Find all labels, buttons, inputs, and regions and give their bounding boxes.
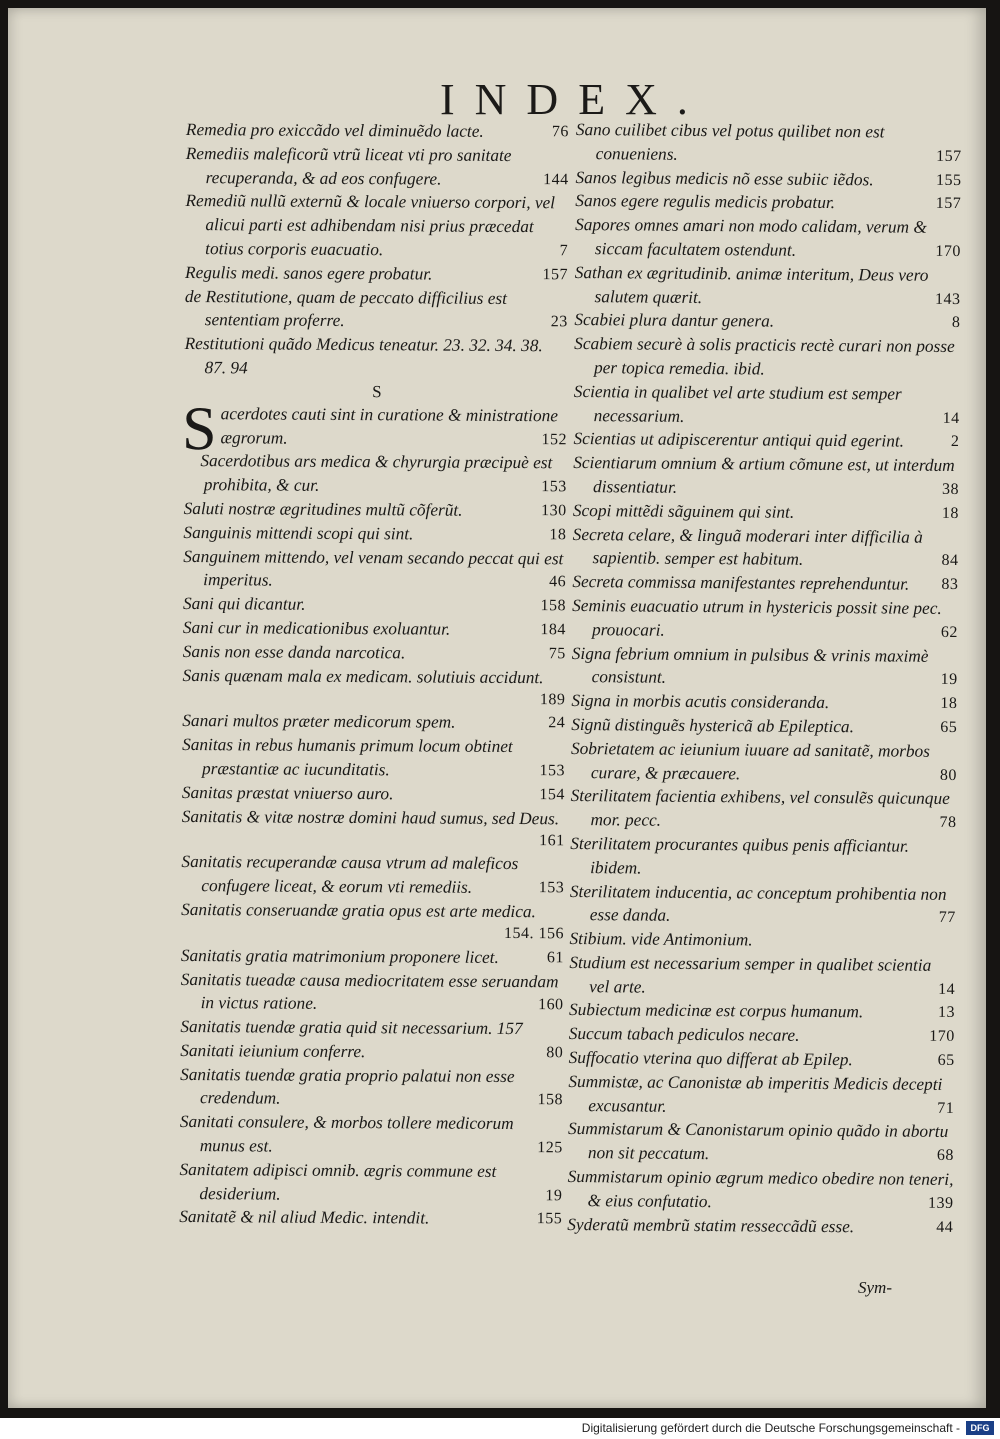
index-entry-page: 161	[539, 831, 565, 849]
index-entry-text: Sanguinis mittendi scopi qui sint.	[183, 522, 414, 544]
index-entry-text: Sanitati ieiunium conferre.	[180, 1040, 366, 1062]
index-entry	[570, 784, 958, 835]
index-entry	[573, 451, 961, 502]
index-entry-page: 84	[941, 552, 959, 570]
index-entry-page: 157	[542, 265, 569, 284]
index-entry-page: 170	[935, 242, 962, 261]
index-entry-page: 76	[551, 123, 569, 141]
index-entry	[574, 308, 962, 335]
index-entry-page: 152	[541, 430, 568, 448]
index-entry-page: 83	[941, 576, 959, 594]
index-entry-page: 160	[538, 996, 564, 1014]
index-entry	[571, 689, 959, 716]
index-entry	[183, 640, 568, 666]
index-entry-page: 125	[537, 1139, 563, 1157]
index-entry-text: Scientias ut adipiscerentur antiqui quid egerint.	[573, 429, 905, 451]
index-entry	[567, 1213, 955, 1240]
index-entry-page: 68	[936, 1147, 954, 1165]
index-entry	[181, 850, 566, 900]
index-entry	[569, 927, 957, 954]
index-entry-text: Restitutioni quãdo Medicus teneatur. 23. 32. 34. 38. 87. 94	[184, 334, 543, 378]
index-entry-page: 19	[545, 1186, 563, 1204]
index-entry-text: Stibium. vide Antimonium.	[569, 929, 753, 950]
index-entry-text: Sanos egere regulis medicis probatur.	[575, 191, 836, 213]
index-entry-text: Subiectum medicinæ est corpus humanum.	[568, 1000, 864, 1022]
index-entry-page: 80	[546, 1044, 564, 1062]
index-column-right	[567, 118, 964, 1239]
index-entry	[568, 1070, 956, 1121]
index-entry	[575, 166, 963, 193]
index-entry-page: 38	[942, 480, 960, 498]
index-entry	[574, 380, 962, 431]
index-entry-page: 158	[537, 1091, 564, 1109]
index-entry	[574, 332, 962, 383]
index-entry-page: 18	[940, 695, 958, 713]
index-entry-text: Suffocatio vterina quo differat ab Epilep.	[568, 1048, 853, 1070]
index-entry	[568, 1117, 956, 1168]
index-entry-text: Sathan ex ægritudinib. animæ interitum, Deus vero salutem quærit.	[574, 262, 929, 307]
index-entry	[180, 1110, 565, 1160]
index-entry-page: 143	[935, 290, 961, 308]
index-entry-text: Saluti nostræ ægritudines multũ cõferũt.	[183, 498, 463, 520]
index-entry-text: Sanitatẽ & nil aliud Medic. intendit.	[179, 1207, 430, 1228]
index-entry-text: Sanos legibus medicis nõ esse subiic iẽdos.	[575, 167, 874, 189]
index-entry	[185, 261, 570, 287]
index-entry	[572, 523, 960, 574]
index-entry-page: 130	[541, 502, 567, 520]
index-entry	[183, 592, 568, 618]
index-entry	[569, 1046, 957, 1073]
index-entry	[573, 499, 961, 526]
index-entry-text: Sanitas præstat vniuerso auro.	[181, 782, 394, 803]
index-entry	[567, 1165, 955, 1216]
index-entry-text: Regulis medi. sanos egere probatur.	[184, 262, 433, 284]
index-entry-text: Sanari multos præter medicorum spem.	[182, 711, 456, 732]
index-entry	[570, 879, 958, 930]
index-entry-text: Succum tabach pediculos necare.	[568, 1024, 800, 1046]
index-entry	[186, 142, 571, 192]
index-entry-text: Sani cur in medicationibus exoluantur.	[182, 617, 451, 639]
index-entry	[182, 733, 567, 783]
index-entry-text: Remedia pro exiccãdo vel diminuẽdo lacte.	[185, 119, 484, 141]
index-entry	[181, 967, 566, 1017]
index-entry-page: 157	[935, 195, 962, 213]
drop-cap: S	[181, 394, 217, 463]
index-entry-page: 62	[940, 623, 959, 641]
index-entry-page: 71	[937, 1099, 955, 1117]
index-entry-text: Sanitatis tueadæ causa mediocritatem esse seruandam in victus ratione.	[180, 969, 559, 1014]
index-column-left	[179, 118, 571, 1232]
index-entry-text: Signa in morbis acutis consideranda.	[571, 691, 830, 713]
index-entry-text	[181, 394, 569, 463]
index-entry	[571, 737, 959, 788]
index-entry-text: Sterilitatem procurantes quibus penis afficiantur. ibidem.	[570, 833, 910, 878]
index-entry-text: Sanitati consulere, & morbos tollere medicorum munus est.	[179, 1112, 514, 1156]
index-entry	[179, 1158, 564, 1208]
index-entry-text: Secreta celare, & linguã moderari inter difficilia à sapientib. semper est habitum.	[572, 524, 923, 570]
index-entry-page: 23	[550, 313, 568, 331]
index-entry-page: 19	[940, 671, 958, 689]
index-entry-text: Sanitatis tuendæ gratia quid sit necessarium. 157	[180, 1017, 523, 1039]
index-entry	[182, 781, 567, 807]
drop-cap-rest: acerdotes cauti sint in curatione & ministratione ægrorum.	[220, 403, 559, 448]
index-entry-text: Sani qui dicantur.	[182, 594, 306, 614]
index-entry-text: Sapores omnes amari non modo calidam, verum & siccam facultatem ostendunt.	[575, 215, 927, 260]
index-entry	[184, 497, 569, 523]
index-entry-text: Sanitatis gratia matrimonium proponere licet.	[180, 945, 499, 967]
index-entry-page: 80	[939, 766, 957, 784]
index-entry-page: 65	[937, 1051, 955, 1070]
index-entry	[182, 805, 567, 853]
index-entry	[573, 427, 961, 454]
index-entry	[571, 713, 959, 740]
index-entry	[572, 642, 960, 693]
index-entry	[182, 709, 567, 735]
index-entry-page: 155	[536, 1210, 563, 1228]
index-entry-page: 2	[950, 433, 960, 451]
index-entry-text: Sanis non esse danda narcotica.	[182, 641, 406, 663]
index-entry-text: Syderatũ membrũ statim resseccãdũ esse.	[567, 1214, 855, 1236]
index-entry-text: Summistarum opinio ægrum medico obedire non teneri, & eius confutatio.	[567, 1167, 954, 1211]
index-entry	[183, 616, 568, 642]
index-entry-text: de Restitutione, quam de peccato difficilius est sententiam proferre.	[184, 286, 508, 331]
index-entry-text: Summistarum & Canonistarum opinio quãdo in abortu non sit peccatum.	[567, 1119, 949, 1164]
index-entry-text: Sanitatis recuperandæ causa vtrum ad maleficos confugere liceat, & eorum vti remediis.	[181, 852, 519, 897]
index-entry-page: 189	[539, 690, 566, 708]
index-entry-page: 18	[941, 504, 959, 522]
catchword: Sym-	[858, 1278, 892, 1297]
page-title: INDEX.	[440, 75, 708, 124]
index-entry	[185, 189, 570, 263]
index-entry	[572, 594, 960, 645]
index-entry-page: 144	[543, 170, 569, 188]
footer-credit: Digitalisierung gefördert durch die Deutsche Forschungsgemeinschaft -	[581, 1421, 960, 1435]
index-entry-text: Sanitatis conseruandæ gratia opus est arte medica.	[181, 899, 536, 922]
index-entry-text: Sano cuilibet cibus vel potus quilibet non est conueniens.	[575, 119, 885, 164]
section-letter: S	[372, 381, 382, 401]
index-entry-page: 78	[939, 813, 957, 832]
index-entry-text: Sanitatis & vitæ nostræ domini haud sumus, sed Deus.	[181, 806, 560, 828]
index-entry-page: 158	[540, 597, 567, 615]
index-entry-text: Scientiarum omnium & artium cõmune est, ut interdum dissentiatur.	[573, 453, 955, 497]
index-entry-page: 13	[937, 1004, 956, 1022]
dfg-logo: DFG	[966, 1421, 994, 1435]
index-entry	[575, 213, 963, 264]
index-entry	[183, 545, 568, 595]
index-entry-text: Sanis quænam mala ex medicam. solutiuis accidunt.	[182, 665, 544, 687]
index-entry-page: 8	[951, 314, 961, 332]
index-entry-page: 153	[541, 478, 567, 496]
index-entry-page: 44	[936, 1218, 954, 1236]
index-entry-text: Scientia in qualibet vel arte studium est semper necessarium.	[573, 381, 902, 426]
index-entry	[182, 664, 567, 712]
index-entry	[575, 261, 963, 312]
index-entry-text: Signũ distinguẽs hystericã ab Epileptica.	[571, 714, 855, 737]
index-entry-text: Sanitatis tuendæ gratia proprio palatui non esse credendum.	[180, 1064, 515, 1109]
index-entry	[570, 832, 958, 883]
index-entry-page: 139	[927, 1194, 954, 1212]
index-entry-text: Sanitatem adipisci omnib. ægris commune est desiderium.	[179, 1159, 497, 1204]
index-entry-text: Signa febrium omnium in pulsibus & vrinis maximè consistunt.	[571, 643, 929, 688]
index-entry-page: 75	[548, 644, 566, 663]
index-entry-text: Sanguinem mittendo, vel venam secando peccat qui est imperitus.	[183, 546, 564, 590]
index-entry-text: Studium est necessarium semper in qualibet scientia vel arte.	[569, 952, 932, 997]
index-entry-text: Remediis maleficorũ vtrũ liceat vti pro sanitate recuperanda, & ad eos confugere.	[185, 143, 512, 189]
index-entry-text: Scabiem securè à solis practicis rectè curari non posse per topica remedia. ibid.	[574, 334, 955, 379]
index-entry-page: 7	[559, 242, 569, 260]
index-entry	[180, 1015, 565, 1041]
digitization-footer	[0, 1418, 1000, 1439]
index-entry	[186, 118, 571, 144]
index-entry-text: Secreta commissa manifestantes reprehenduntur.	[572, 572, 910, 594]
index-entry-text: Scopi mittẽdi sãguinem qui sint.	[572, 500, 795, 522]
index-entry-text: Sacerdotibus ars medica & chyrurgia præcipuè est prohibita, & cur.	[200, 451, 553, 495]
index-entry-text: Seminis euacuatio utrum in hystericis possit sine pec. prouocari.	[572, 595, 942, 640]
index-entry-page: 18	[549, 525, 567, 544]
index-entry-page: 14	[938, 980, 956, 998]
index-entry-page: 61	[546, 948, 564, 967]
index-entry-page: 14	[942, 409, 960, 427]
index-entry-page: 46	[549, 573, 567, 591]
index-entry	[184, 332, 569, 382]
index-entry-text: Sanitas in rebus humanis primum locum obtinet præstantiæ ac iucunditatis.	[182, 735, 513, 780]
index-entry	[183, 521, 568, 547]
index-entry	[572, 570, 960, 597]
index-entry	[180, 1039, 565, 1065]
index-entry-page: 153	[539, 762, 566, 780]
index-entry-text: Summistæ, ac Canonistæ ab imperitis Medicis decepti excusantur.	[568, 1071, 943, 1116]
index-entry-page: 154	[539, 785, 565, 804]
index-entry-page: 24	[548, 714, 566, 732]
index-entry-page: 184	[540, 621, 566, 639]
index-entry-page: 153	[538, 879, 565, 897]
index-entry-page: 154. 156	[503, 924, 565, 943]
index-entry-text: Sobrietatem ac ieiunium iuuare ad sanitatẽ, morbos curare, & præcauere.	[570, 738, 930, 783]
index-entry-page: 157	[936, 147, 962, 165]
index-entry	[184, 449, 569, 499]
index-entry	[185, 285, 570, 335]
index-entry	[181, 394, 569, 463]
index-entry	[181, 898, 566, 946]
index-entry-page: 155	[935, 171, 962, 189]
index-entry-page: 170	[929, 1028, 955, 1046]
index-entry-text: Sterilitatem facientia exhibens, vel consulẽs quicunque mor. pecc.	[570, 786, 950, 830]
index-entry	[569, 951, 957, 1002]
index-entry	[576, 118, 964, 169]
index-entry-text: Remediũ nullũ externũ & locale vniuerso corpori, vel alicui parti est adhibendam nisi prius præcedat totius corporis euacuatio.	[185, 191, 556, 260]
index-entry	[180, 1063, 565, 1113]
index-entry	[569, 998, 957, 1025]
index-entry-page: 65	[940, 718, 958, 736]
index-entry-text: Scabiei plura dantur genera.	[574, 310, 775, 331]
index-entry	[181, 944, 566, 970]
index-entry	[569, 1022, 957, 1049]
index-entry-text: Sterilitatem inducentia, ac conceptum prohibentia non esse danda.	[569, 881, 947, 926]
index-entry	[179, 1205, 564, 1231]
index-entry	[575, 189, 963, 216]
index-entry-page: 77	[938, 909, 956, 927]
